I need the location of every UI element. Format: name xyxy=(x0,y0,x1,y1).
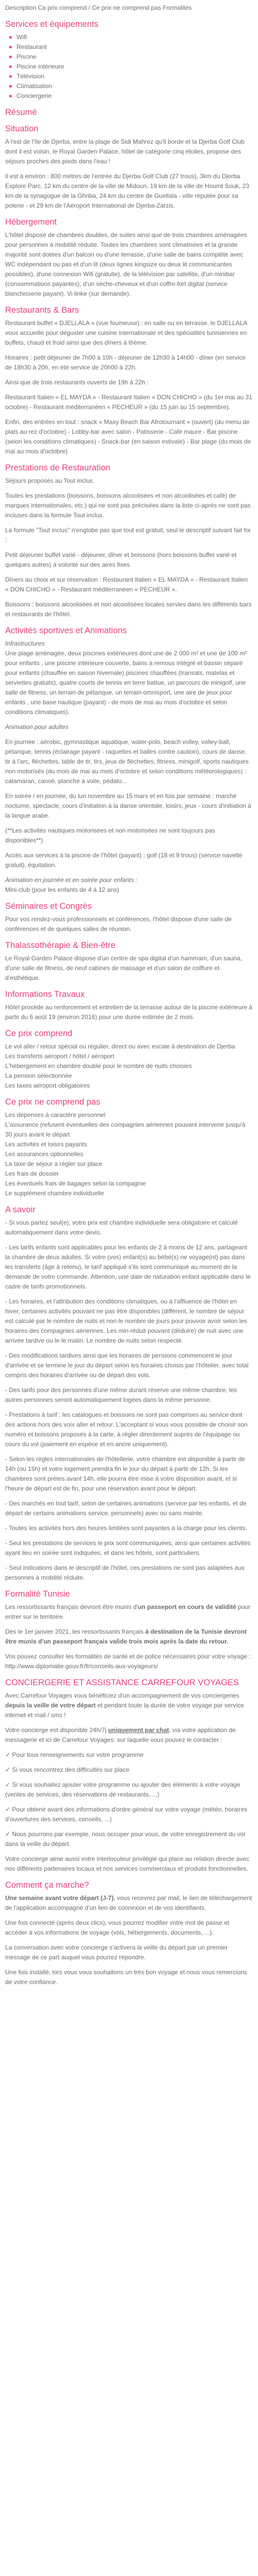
activites-text-8: Mini-club (pour les enfants de 4 à 12 ans) xyxy=(5,886,119,893)
conciergerie-check-item: ✓ Si vous rencontrez des difficultés sur place xyxy=(5,1766,130,1773)
prestations-text-6: Boissons : boissons alcoolisées et non alcoolisées locales servies dans les différents bars et restaurants de l'hôtel. xyxy=(5,601,252,618)
savoir-text: - Des marchés en tout tarif, selon de certaines animations (service par les enfants, et de départ de certains animations service, personnels) avec ou sans mainte. xyxy=(5,1500,247,1517)
service-item: Restaurant xyxy=(17,42,253,52)
conciergerie-section xyxy=(5,1677,253,1874)
service-item: Wifi xyxy=(17,32,253,42)
activites-text-4: En soirée / en journée, du lun novembre au 15 mars et en fois par semaine : marché nocturne, spectacle, cours d'initiation à la danse orientale, loisirs, jeux - cours d'initiation à la langue arabe. xyxy=(5,792,251,819)
prestations-text-3: La formule "Tout inclus" n'englobe pas que tout est gratuit, seul le descriptif suivant fait foi : xyxy=(5,527,251,544)
prix-pas-item: Les frais de dossier xyxy=(5,1170,59,1177)
prix-comprend-item: Les transferts aéroport / hôtel / aéroport xyxy=(5,1053,115,1060)
conciergerie-text-1-post: et pendant toute la durée de votre voyage par service internet et mail / sms ! xyxy=(5,1702,244,1719)
activites-text-7: Animation en journée et en soirée pour enfants : xyxy=(5,876,138,884)
conciergerie-check-item: ✓ Pour tous renseignements sur votre programme xyxy=(5,1751,144,1758)
restaurants-text-3: Ainsi que de trois restaurants ouverts de 19h à 22h : xyxy=(5,379,149,386)
situation-text-1: A l'est de l'île de Djerba, entre la plage de Sidi Mahrez qu'il borde et la Djerba Golf Club dont il est voisin, le Royal Garden Palace, hôtel de catégorie cinq étoiles, propose des séjours proches des pieds dans l'eau ! xyxy=(5,138,245,165)
informations-section xyxy=(5,989,253,1022)
comment-text-2: Une fois connecté (après deux clics), vous pourrez modifier votre mot de passe et accéder à vos informations de voyage (vols, hébergements, documents, ...). xyxy=(5,1919,230,1936)
conciergerie-text-2-pre: Votre concierge est disponible 24h/7j xyxy=(5,1726,108,1734)
savoir-section xyxy=(5,1205,253,1583)
prix-pas-section xyxy=(5,1097,253,1198)
prestations-section xyxy=(5,463,253,619)
restaurants-title: Restaurants & Bars xyxy=(5,306,79,315)
informations-text: Hôtel procède au renforcement et entretien de la terrasse autour de la piscine extérieure à partir du 6 août 19 (environ 2016) pour une durée estimée de 2 mois. xyxy=(5,1004,252,1021)
resume-title: Résumé xyxy=(5,108,37,117)
savoir-text: - Toutes les activités hors des heures limitées sont payantes à la charge pour les clients. xyxy=(5,1524,247,1532)
formalite-title: Formalité Tunisie xyxy=(5,1589,70,1599)
restaurants-text-4: Restaurant Italien « EL MAYDA » - Restaurant Italien « DON CHICHO » (du 1er mai au 31 octobre) - Restaurant méditerranéen « PECHEUR » (du 15 juin au 15 septembre). xyxy=(5,394,252,411)
prix-comprend-title: Ce prix comprend xyxy=(5,1029,73,1038)
conciergerie-check-item: ✓ Si vous souhaitez ajouter votre programme ou ajouter des éléments à votre voyage (ventes de services, des réservations de restaurants, ...) xyxy=(5,1781,240,1798)
situation-title: Situation xyxy=(5,124,39,133)
prix-pas-item: Le supplément chambre individuelle xyxy=(5,1190,104,1197)
formalite-passport-requirement: un passeport en cours de validité xyxy=(138,1603,236,1611)
restaurants-text-1: Restaurant buffet « DJELLALA » (vue foumeuse) : en salle ou en terrasse, le DJELLALA vous accueille pour déguster une cuisine internationale et des spécialités tunisiennes en buffets, chaud et froid ainsi que des dîners à thème. xyxy=(5,319,247,346)
thalasso-section xyxy=(5,940,253,983)
savoir-title: A savoir xyxy=(5,1205,36,1214)
conciergerie-title: CONCIERGERIE ET ASSISTANCE CARREFOUR VOYAGES xyxy=(5,1678,239,1687)
restaurants-section xyxy=(5,305,253,456)
service-item: Piscine intérieure xyxy=(17,62,253,72)
thalasso-text: Le Royal Garden Palace dispose d'un centre de spa digital d'un hammam, d'un sauna, d'une salle de fitness, de neuf cabines de massage et d'un salon de coiffure et d'esthétique. xyxy=(5,955,243,981)
comment-text-3: La conversation avec votre concierge s'activera la veille du départ par un premier message de ce part auquel vous pourrez répondre. xyxy=(5,1944,228,1961)
informations-title: Informations Travaux xyxy=(5,990,85,999)
prestations-text-4: Petit déjeuner buffet varié - déjeuner, dîner et boissons (hors boissons buffet varié et quelques autres) à volonté sur des aires fixes xyxy=(5,551,237,568)
prix-pas-item: Les éventuels frais de bagages selon la compagnie xyxy=(5,1180,146,1187)
savoir-text: - Seul indications dans le descriptif de l'hôtel, ces prestations ne sont pas adaptées aux personnes à mobilité réduite. xyxy=(5,1564,245,1581)
savoir-text: - Les horaires, et l'attribution des conditions climatiques, ou à l'affluence de l'hôtel en hiver, certaines activités pouvant ne pas être disponibles (diffèrent, le nombre de séjour est calculé par le nombre de nuits et non le nombre de jours pour pouvoir avoir selon les horaires des compagnies aériennes. Les min-réduit pouvant (déduire) de nuit avec une arrivée tardive ou le le matin. Le nombre de nuits selon respecté. xyxy=(5,1298,247,1344)
activites-text-2: Animation pour adultes xyxy=(5,723,69,731)
formalite-text-2 xyxy=(5,1627,253,1647)
restaurants-text-5: Enfin, des entrées en tout : snack « Maxy Beach Bar Afrotournant » (ouvert) (du menu de plats au rez d'octobre) - Lobby-bar avec salon - Patisserie - Café maure - Bar piscine (selon les conditions climatiques) - Snack-bar (en saison estivale) - Bar plage (du mois de mai au mois d'octobre) xyxy=(5,418,251,455)
comment-text-1-bold: Une semaine avant votre départ (J-7) xyxy=(5,1894,114,1902)
prix-comprend-item: Le vol aller / retour spécial ou régulier, direct ou avec escale à destination de Djerba xyxy=(5,1043,235,1050)
activites-section xyxy=(5,625,253,895)
prix-comprend-section xyxy=(5,1028,253,1091)
formalite-text-3: Vos pouvez consulter les formalités de santé et de police nécessaires pour votre voyage : http://www.diplomatie.gouv.fr/fr/conseils-aux-voyageurs/ xyxy=(5,1653,251,1670)
resume-section xyxy=(5,107,253,117)
service-item: Télévision xyxy=(17,72,253,81)
conciergerie-check-item: ✓ Pour obtenir avant des informations d'ordre général sur votre voyage (météo, horaires d'ouvertures des services, conseils, ...) xyxy=(5,1806,248,1823)
formalite-validity-requirement: à destination de la Tunisie devront être munis d'un passeport français valide trois mois après la date du retour. xyxy=(5,1628,247,1645)
conciergerie-text-2 xyxy=(5,1725,253,1745)
situation-section xyxy=(5,124,253,211)
activites-text-6: Accès aux services à la piscine de l'hôtel (payant) ; golf (18 et 9 trous) (service navette gratuit), équitation. xyxy=(5,852,243,869)
savoir-text: - Des tarifs pour des personnes d'une même durant réserve une même chambre, les autres personnes seront automatiquement logées dans la même personne. xyxy=(5,1386,237,1403)
savoir-text: - Prestations à tarif : les catalogues et boissons ne sont pas comprises au service dont des actions hors des voix aller et retour. L'acceptant si vous vous possible de choisir son numéro et boissons proposés à la carte, à régler directement auprès de l'équipage ou cours du vol (paiement en espèce et en ancre uniquement). xyxy=(5,1411,248,1448)
conciergerie-text-2-bold: uniquement par chat xyxy=(108,1726,169,1734)
savoir-text: - Des modifications tardives ainsi que les horaires de pensions commencent le jour d'arrivée et se termine le jour du départ selon les horaires choisis par l'hôtelier, avec total compris des horaires d'arrivée ou de départ des vols. xyxy=(5,1352,249,1379)
prix-comprend-item: L'hébergement en chambre double pour le nombre de nuits choisies xyxy=(5,1062,192,1070)
activites-title: Activités sportives et Animations xyxy=(5,626,127,635)
services-section xyxy=(5,19,253,101)
conciergerie-text-2-post: , via votre application de messagerie et ici de Carrefour Voyages: sur laquelle vous pouvez le contacter : xyxy=(5,1726,236,1743)
conciergerie-text-1-pre: Avec Carrefour Voyages vous bénéficiez d'un accompagnement de vos conciergeries xyxy=(5,1692,239,1699)
activites-subtitle: Infrastructures xyxy=(5,640,45,647)
service-item: Conciergerie xyxy=(17,91,253,101)
services-list xyxy=(5,32,253,101)
prix-comprend-item: La pension sélectionnée xyxy=(5,1072,72,1079)
seminaires-title: Séminaires et Congrès xyxy=(5,902,92,911)
conciergerie-check-item: ✓ Nous pourrons par exemple, nous occuper pour vous, de votre enregistrement du vol dans la veille du départ. xyxy=(5,1831,245,1848)
prix-pas-item: Les activités et loisirs payants xyxy=(5,1141,87,1148)
formalite-text-2-pre: Dès le 1er janvier 2021, les ressortissants français xyxy=(5,1628,146,1635)
prix-pas-item: Les assurances optionnelles xyxy=(5,1150,84,1158)
savoir-text: - Selon les règles internationales de l'hôtellerie, votre chambre est disponible à partir de 14h (ou 15h) et votre logement prendra fin le jour du départ à partir de 12h. Si les chambres sont prétes avant 14h, elle pourra être mise à votre disposition avant, et si l'heure de départ est de fin, pour une réservation avant pour le départ. xyxy=(5,1455,246,1492)
activites-text-1: Une plage aménagée, deux piscines extérieures dont une de 2 000 m² et une de 100 m² pour enfants , une piscine intérieure couverte, bains à remous intégré et bassin séparé pour enfants (chauffée en saison hivernale) piscines chauffées (transats, matelas et serviettes gratuits), quatre courts de tennis en terre battue, un parcours de minigolf, une salle de fitness, un terrain de pétanque, un terrain omnisport, une aire de jeux pour enfants , une base nautique (payant) - de mois de mai au mois d'octobre et selon conditions climatiques). xyxy=(5,650,247,716)
conciergerie-text-1 xyxy=(5,1691,253,1720)
comment-text-1 xyxy=(5,1893,253,1913)
comment-section xyxy=(5,1880,253,1987)
formalite-text-1-pre: Les ressortissants français devront être munis d' xyxy=(5,1603,138,1611)
prix-comprend-item: Les taxes aéroport obligatoires xyxy=(5,1082,90,1089)
formalite-text-1-post: pour entrer sur le territoire. xyxy=(5,1603,251,1620)
prestations-text-1: Séjours proposés au Tout inclus. xyxy=(5,477,95,484)
prix-pas-item: Les dépenses à caractère personnel xyxy=(5,1111,106,1118)
situation-text-2: Il est à environ : 800 mètres de l'entrée du Djerba Golf Club (27 trous), 3km du Djerba Explore Parc, 12 km du centre de la ville de Midoun, 19 km de la ville de Houmt Souk, 23 km de la synagogue de la Ghriba, 24 km du centre de Guellala - ville réputée pour sa poterie - et 29 km de l'Aéroport International de Djerba-Zarzis. xyxy=(5,173,249,209)
prix-pas-title: Ce prix ne comprend pas xyxy=(5,1097,101,1107)
savoir-text: - Seul les prestations de services le prix sont communiquées, ainsi que certaines activités ayant lieu en soirée sont indiquées, et dans les hôtels, sont particuliers. xyxy=(5,1539,251,1556)
activites-text-3: En journée : aérobic, gymnastique aquatique, water-polo, beach volley, volley-ball, pétanque, tennis (éclairage payant - raquettes et balles contre caution), cours de danse, tir à l'arc, fléchettes, table de tir, tirs, jeux de fléchettes, fitness, minigolf, sports nautiques non motorisés (du mois de mai au mois d'octobre et selon conditions météorologiques) : catamaran, canoë, planche à voile, pédalo... xyxy=(5,738,249,785)
formalite-text-1 xyxy=(5,1602,253,1622)
service-item: Piscine xyxy=(17,52,253,62)
seminaires-section xyxy=(5,901,253,934)
savoir-text: - Les tarifs enfants sont applicables pour les enfants de 2 à moins de 12 ans, partageant la chambre de deux adultes. Si votre (vos) enfant(s) au bébé(s) ne voyage(nt) pas dans les transferts (âge à retenu), le tarif appliqué s'ils sont communiqué au moment de la demande de votre commande. Attention, une date de naturation enfant applicable dans le cadre de tarifs promotionnels. xyxy=(5,1244,251,1290)
restaurants-text-2: Horaires : petit déjeuner de 7h00 à 10h - déjeuner de 12h30 à 14h00 - dîner (en service de 18h30 à 20h, en été service de 20h00 à 22h. xyxy=(5,354,246,371)
activites-text-5: (**Les activités nautiques motorisées et non motorisées ne sont toujours pas disponibles**) xyxy=(5,827,215,844)
prestations-text-2: Toutes les prestations (boissons, boissons alcoolisées et non alcoolisées et café) de marques internationales, etc.) qui ne sont pas précisées dans la liste ci-après ne sont pas incluses dans la formule Tout inclus. xyxy=(5,492,251,519)
comment-text-4: Une fois installé, lors vous vous souhaitons un très bon voyage et nous vous remercions de votre confiance. xyxy=(5,1969,247,1986)
savoir-text: - Si vous partez seul(e), votre prix est chambre individuelle sera obligatoire et calculé automatiquement dans votre devis. xyxy=(5,1219,238,1236)
prestations-text-5: Dîners au choix et sur réservation : Restaurant Italien « EL MAYDA » - Restaurant Italien « DON CHICHO » - Restaurant méditerranéen « PECHEUR ». xyxy=(5,576,248,593)
prix-pas-item: La taxe de séjour à régler sur place xyxy=(5,1160,103,1167)
prix-pas-item: L'assurance (refusent éventuelles des compagnies aériennes pouvant intervenir jusqu'à 30 jours avant le départ xyxy=(5,1121,246,1138)
thalasso-title: Thalassothérapie & Bien-être xyxy=(5,941,116,950)
hebergement-section xyxy=(5,217,253,299)
conciergerie-text-8: Votre concierge aime aussi votre interlocuteur privilégié qui place au relation directe avec nos différents partenaires locaux et nos services commerciaux et produits fonctionnelles. xyxy=(5,1855,249,1872)
services-title: Services et équipements xyxy=(5,20,99,29)
seminaires-text: Pour vos rendez-vous professionnels et conférences, l'hôtel dispose d'une salle de conférences et de quelques salles de réunion. xyxy=(5,916,232,933)
comment-text-1-post: , vous recevrez par mail, le lien de téléchargement de l'application accompagné d'un lien de connexion et de vos identifiants. xyxy=(5,1894,252,1911)
conciergerie-text-1-bold: depuis la veille de votre départ xyxy=(5,1702,96,1709)
hebergement-text: L'hôtel dispose de chambres doubles, de suites ainsi que de trois chambres aménagées pour personnes à mobilité réduite. Toutes les chambres sont climatisées et la grande majorité sont dotées d'un balcon ou d'une terrasse, d'une salle de bains complète avec WC indépendant ou pas et d'un lit (deux lignes kingsize ou deux lit communicantes possibles), d'une connexion Wifi (gratuite), de la télévision par satellite, d'un minibar (consommations payantes), d'un sèche-cheveux et d'un coffre-fort digital (service blanchisserie payant). Vi linke (sur demande). xyxy=(5,231,247,297)
comment-title: Comment ça marche? xyxy=(5,1880,89,1890)
hebergement-title: Hébergement xyxy=(5,217,57,227)
prestations-title: Prestations de Restauration xyxy=(5,463,110,472)
formalite-section xyxy=(5,1589,253,1671)
service-item: Climatisation xyxy=(17,81,253,91)
breadcrumb-tabs: Description Ca prix comprend / Ce prix ne comprend pas Formalités xyxy=(5,4,192,11)
